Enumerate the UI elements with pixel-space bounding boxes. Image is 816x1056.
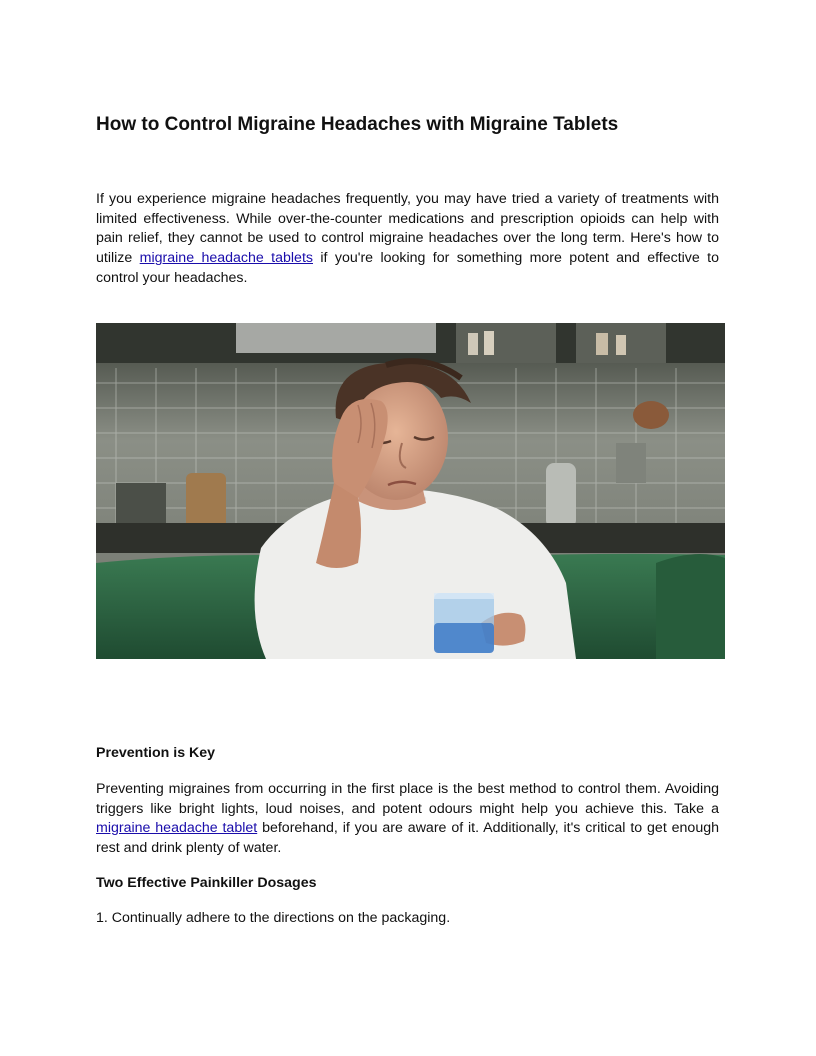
migraine-headache-tablets-link[interactable]: migraine headache tablets: [139, 250, 313, 267]
intro-text-start: If you experience migraine headaches frequently, you may have tried a variety of treatments with limited effectiveness. While over-the-counter medications and prescription opioids can help with pain relief, they cannot be used to control migraine headaches over the long term. Here's how to utilize: [96, 191, 719, 267]
migraine-headache-tablet-link[interactable]: migraine headache tablet: [96, 820, 258, 837]
intro-text-end: if you're looking for something more potent and effective to control your headaches.: [96, 250, 720, 286]
man-with-headache-photo: [96, 323, 725, 659]
section-heading-prevention: Prevention is Key: [96, 745, 216, 761]
list-item: 1. Continually adhere to the directions on the packaging.: [96, 910, 451, 926]
page-title: How to Control Migraine Headaches with Migraine Tablets: [96, 114, 619, 135]
prevention-text-end: beforehand, if you are aware of it. Additionally, it's critical to get enough rest and drink plenty of water.: [96, 820, 719, 857]
intro-paragraph: [96, 190, 719, 289]
prevention-text-start: Preventing migraines from occurring in the first place is the best method to control them. Avoiding triggers like bright lights, loud noises, and potent odours might help you achieve this. Take a: [96, 781, 719, 817]
prevention-paragraph: [96, 780, 719, 859]
section-heading-dosages: Two Effective Painkiller Dosages: [96, 875, 317, 891]
